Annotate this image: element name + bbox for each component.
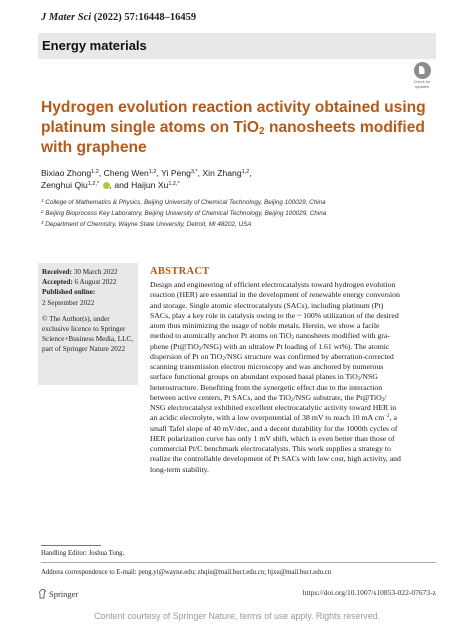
footnote-divider — [41, 545, 101, 546]
springer-horse-icon — [38, 588, 47, 599]
author-name[interactable]: Zenghui Qiu — [41, 179, 88, 190]
publisher-logo: Springer — [38, 588, 78, 599]
accepted-date: Accepted: 6 August 2022 — [42, 278, 117, 287]
courtesy-notice: Content courtesy of Springer Nature, terms of use apply. Rights reserved. — [94, 611, 380, 621]
copyright-notice: © The Author(s), under exclusive licence to Springer Science+Business Media, LLC, part of Springer Nature 2022 — [42, 314, 134, 354]
author-name[interactable]: Bixiao Zhong — [41, 168, 92, 178]
check-updates-label-2: updates — [414, 84, 430, 89]
check-updates-label-1: Check for — [413, 79, 431, 84]
article-title: Hydrogen evolution reaction activity obtained using platinum single atoms on TiO$_2$ nanosheets modified with graphene — [41, 99, 426, 156]
doi-link[interactable]: https://doi.org/10.1007/s10853-022-07673-z — [302, 588, 436, 597]
page-footer — [38, 586, 436, 602]
check-updates-icon — [414, 62, 431, 79]
author-name[interactable]: Cheng Wen — [103, 168, 149, 178]
received-date: Received: 30 March 2022 — [42, 268, 118, 276]
orcid-icon[interactable] — [103, 182, 110, 189]
author-name[interactable]: Yi Peng — [161, 168, 191, 178]
published-label: Published online: — [42, 288, 96, 297]
section-label: Energy materials — [42, 38, 147, 53]
author-name[interactable]: Xin Zhang — [202, 168, 242, 178]
citation: (2022) 57:16448–16459 — [93, 12, 197, 23]
affiliation: $^3$ Department of Chemistry, Wayne State University, Detroit, MI 48202, USA — [41, 220, 252, 228]
article-history-box — [38, 263, 138, 385]
journal-name: J Mater Sci — [41, 12, 92, 23]
abstract-body: Design and engineering of efficient electrocatalysts toward hydrogen evolution reaction (HER) are essential in the development of renewable energy conversion and storage. Single atomic electrocatalysts (SACs), including platinum (Pt) SACs, play a key role in catalysis owing to the ~ 100% utilization of the desired atom thus minimizing the usage of noble metals. Herein, we show a facile method to atomically anchor Pt atoms on TiO$_2$ nanosheets modified with gra- phene (Pt@TiO$_2$/NSG) with an ultralow Pt loading of 1.61 wt%). The atomic dispersion of Pt on TiO$_2$/NSG structure was confirmed by aberration-corrected scanning transmission electron microscopy and was anchored by numerous surface functional groups on abundant exposed basal planes in TiO$_2$/NSG heterostructure. Benefiting from the synergetic effect due to the interaction between active centers, Pt SACs, and the TiO$_2$/NSG substrate, the Pt@TiO$_2$/ NSG electrocatalyst exhibited excellent electrocatalytic activity toward HER in an acidic electrolyte, with a low overpotential of 38 mV to reach 10 mA $cm^{-2}$, a small Tafel slope of 40 mV/dec, and a decent durability for the 1000th cycles of HER polarization curve has only 1 mV shift, which is even better than those of commercial Pt/C benchmark electrocatalysts. This work supplies a strategy to realize the controllable development of Pt SACs with low cost, high activity, and long-term stability. — [150, 280, 401, 474]
affiliation: $^2$ Beijing Bioprocess Key Laboratory, Beijing University of Chemical Technology, Beijing 100029, China — [41, 209, 327, 217]
affiliation: $^1$ College of Mathematics & Physics, Beijing University of Chemical Technology, Beijing 100029, China — [41, 198, 326, 206]
abstract-heading: ABSTRACT — [150, 266, 210, 277]
article-dates — [42, 267, 134, 308]
handling-editor: Handling Editor: Joshua Tong. — [41, 550, 125, 557]
affiliations — [41, 197, 436, 230]
author-list: Bixiao Zhong$^{1,2}$, Cheng Wen$^{1,2}$, Yi Peng$^{3,*}$, Xin Zhang$^{1,2}$, Zenghui Qiu$^{1,2,*}$ , and Haijun $Xu^{1,2,*}$ — [41, 168, 252, 190]
correspondence-address[interactable]: Address correspondence to E-mail: peng.yi@wayne.edu; zhqiu@mail.buct.edu.cn; hjxu@mail.buct.edu.cn — [41, 569, 332, 576]
author-name[interactable]: Haijun Xu — [131, 179, 169, 190]
check-for-updates-badge[interactable] — [408, 62, 436, 90]
journal-citation — [41, 12, 196, 23]
section-banner — [38, 33, 436, 59]
address-divider — [41, 562, 436, 563]
published-date: 2 September 2022 — [42, 298, 95, 307]
